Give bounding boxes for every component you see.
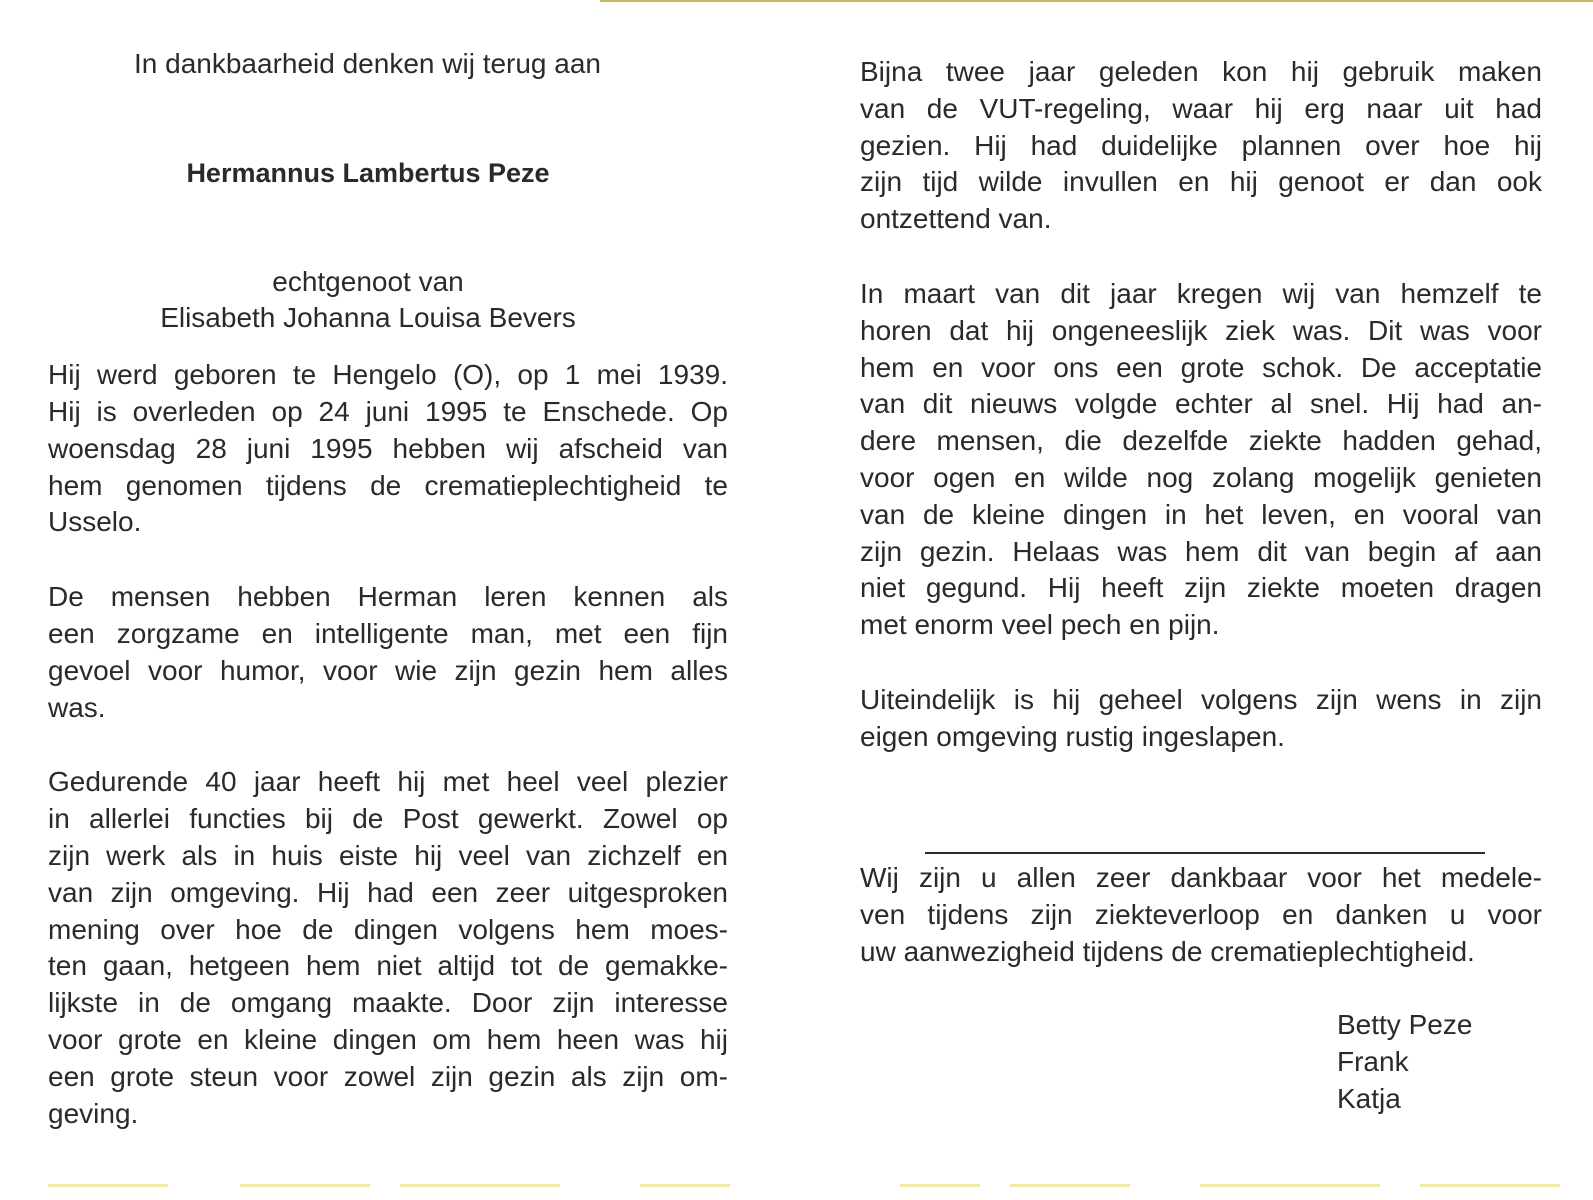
right-column xyxy=(860,54,1542,794)
text-line: in allerlei functies bij de Post gewerkt. Zowel op xyxy=(48,803,728,835)
deceased-name: Hermannus Lambertus Peze xyxy=(186,157,550,188)
text-line: geving. xyxy=(48,1097,139,1129)
text-line: woensdag 28 juni 1995 hebben wij afscheid van xyxy=(48,432,728,464)
card-bottom-edge xyxy=(640,1184,730,1187)
intro-line: In dankbaarheid denken wij terug aan xyxy=(134,48,602,79)
left-paragraph-birth-death xyxy=(48,357,728,541)
divider-line xyxy=(925,852,1485,854)
spouse-name: Elisabeth Johanna Louisa Bevers xyxy=(160,302,576,334)
text-line: Uiteindelijk is hij geheel volgens zijn wens in zijn xyxy=(860,683,1542,715)
text-line: horen dat hij ongeneeslijk ziek was. Dit was voor xyxy=(860,314,1542,346)
text-line: Hij werd geboren te Hengelo (O), op 1 mei 1939. xyxy=(48,359,728,391)
text-line: hem genomen tijdens de crematieplechtigheid te xyxy=(48,469,728,501)
text-line: van de kleine dingen in het leven, en vooral van xyxy=(860,498,1542,530)
thanks-paragraph xyxy=(860,860,1542,970)
text-line: ten gaan, hetgeen hem niet altijd tot de gemakke- xyxy=(48,950,728,982)
signatories xyxy=(1337,1006,1472,1117)
text-line: was. xyxy=(48,691,106,723)
signatory-name: Betty Peze xyxy=(1337,1009,1473,1040)
left-column xyxy=(48,46,728,1170)
text-line: Wij zijn u allen zeer dankbaar voor het medele- xyxy=(860,862,1542,893)
text-line: van de VUT-regeling, waar hij erg naar uit had xyxy=(860,92,1542,124)
signatory-name: Katja xyxy=(1337,1083,1401,1114)
card-bottom-edge xyxy=(900,1184,980,1187)
text-line: hem en voor ons een grote schok. De acceptatie xyxy=(860,351,1542,383)
text-line: zijn gezin. Helaas was hem dit van begin af aan xyxy=(860,535,1542,567)
right-paragraph-passing xyxy=(860,682,1542,756)
text-line: dere mensen, die dezelfde ziekte hadden gehad, xyxy=(860,425,1542,457)
text-line: lijkste in de omgang maakte. Door zijn interesse xyxy=(48,987,728,1019)
right-paragraph-illness xyxy=(860,276,1542,644)
text-line: voor ogen en wilde nog zolang mogelijk genieten xyxy=(860,461,1542,493)
right-paragraph-retirement xyxy=(860,54,1542,238)
text-line: Hij is overleden op 24 juni 1995 te Enschede. Op xyxy=(48,395,728,427)
text-line: In maart van dit jaar kregen wij van hemzelf te xyxy=(860,277,1542,309)
card-bottom-edge xyxy=(1200,1184,1380,1187)
text-line: Bijna twee jaar geleden kon hij gebruik maken xyxy=(860,56,1542,87)
left-paragraph-career xyxy=(48,764,728,1132)
text-line: gezien. Hij had duidelijke plannen over hoe hij xyxy=(860,129,1542,161)
text-line: met enorm veel pech en pijn. xyxy=(860,609,1220,641)
text-line: van dit nieuws volgde echter al snel. Hij had an- xyxy=(860,388,1542,420)
card-bottom-edge xyxy=(1010,1184,1130,1187)
text-line: De mensen hebben Herman leren kennen als xyxy=(48,581,728,613)
card-bottom-edge xyxy=(240,1184,370,1187)
text-line: zijn werk als in huis eiste hij veel van zichzelf en xyxy=(48,839,728,871)
card-bottom-edge xyxy=(48,1184,168,1187)
left-paragraph-character xyxy=(48,579,728,726)
text-line: niet gegund. Hij heeft zijn ziekte moeten dragen xyxy=(860,572,1542,604)
text-line: mening over hoe de dingen volgens hem moes- xyxy=(48,913,728,945)
card-bottom-edge xyxy=(1420,1184,1560,1187)
text-line: een zorgzame en intelligente man, met een fijn xyxy=(48,617,728,649)
text-line: voor grote en kleine dingen om hem heen was hij xyxy=(48,1023,728,1055)
text-line: ontzettend van. xyxy=(860,203,1052,235)
text-line: een grote steun voor zowel zijn gezin als zijn om- xyxy=(48,1060,728,1092)
text-line: van zijn omgeving. Hij had een zeer uitgesproken xyxy=(48,876,728,908)
text-line: eigen omgeving rustig ingeslapen. xyxy=(860,720,1285,752)
text-line: Usselo. xyxy=(48,506,142,538)
text-line: gevoel voor humor, voor wie zijn gezin hem alles xyxy=(48,654,728,686)
signatory-name: Frank xyxy=(1337,1046,1409,1077)
card-bottom-edge xyxy=(400,1184,560,1187)
text-line: zijn tijd wilde invullen en hij genoot er dan ook xyxy=(860,166,1542,198)
text-line: Gedurende 40 jaar heeft hij met heel veel plezier xyxy=(48,766,728,798)
text-line: uw aanwezigheid tijdens de crematieplechtigheid. xyxy=(860,935,1475,967)
text-line: ven tijdens zijn ziekteverloop en danken u voor xyxy=(860,898,1542,930)
spouse-label: echtgenoot van xyxy=(272,265,464,297)
card-top-edge xyxy=(600,0,1593,2)
